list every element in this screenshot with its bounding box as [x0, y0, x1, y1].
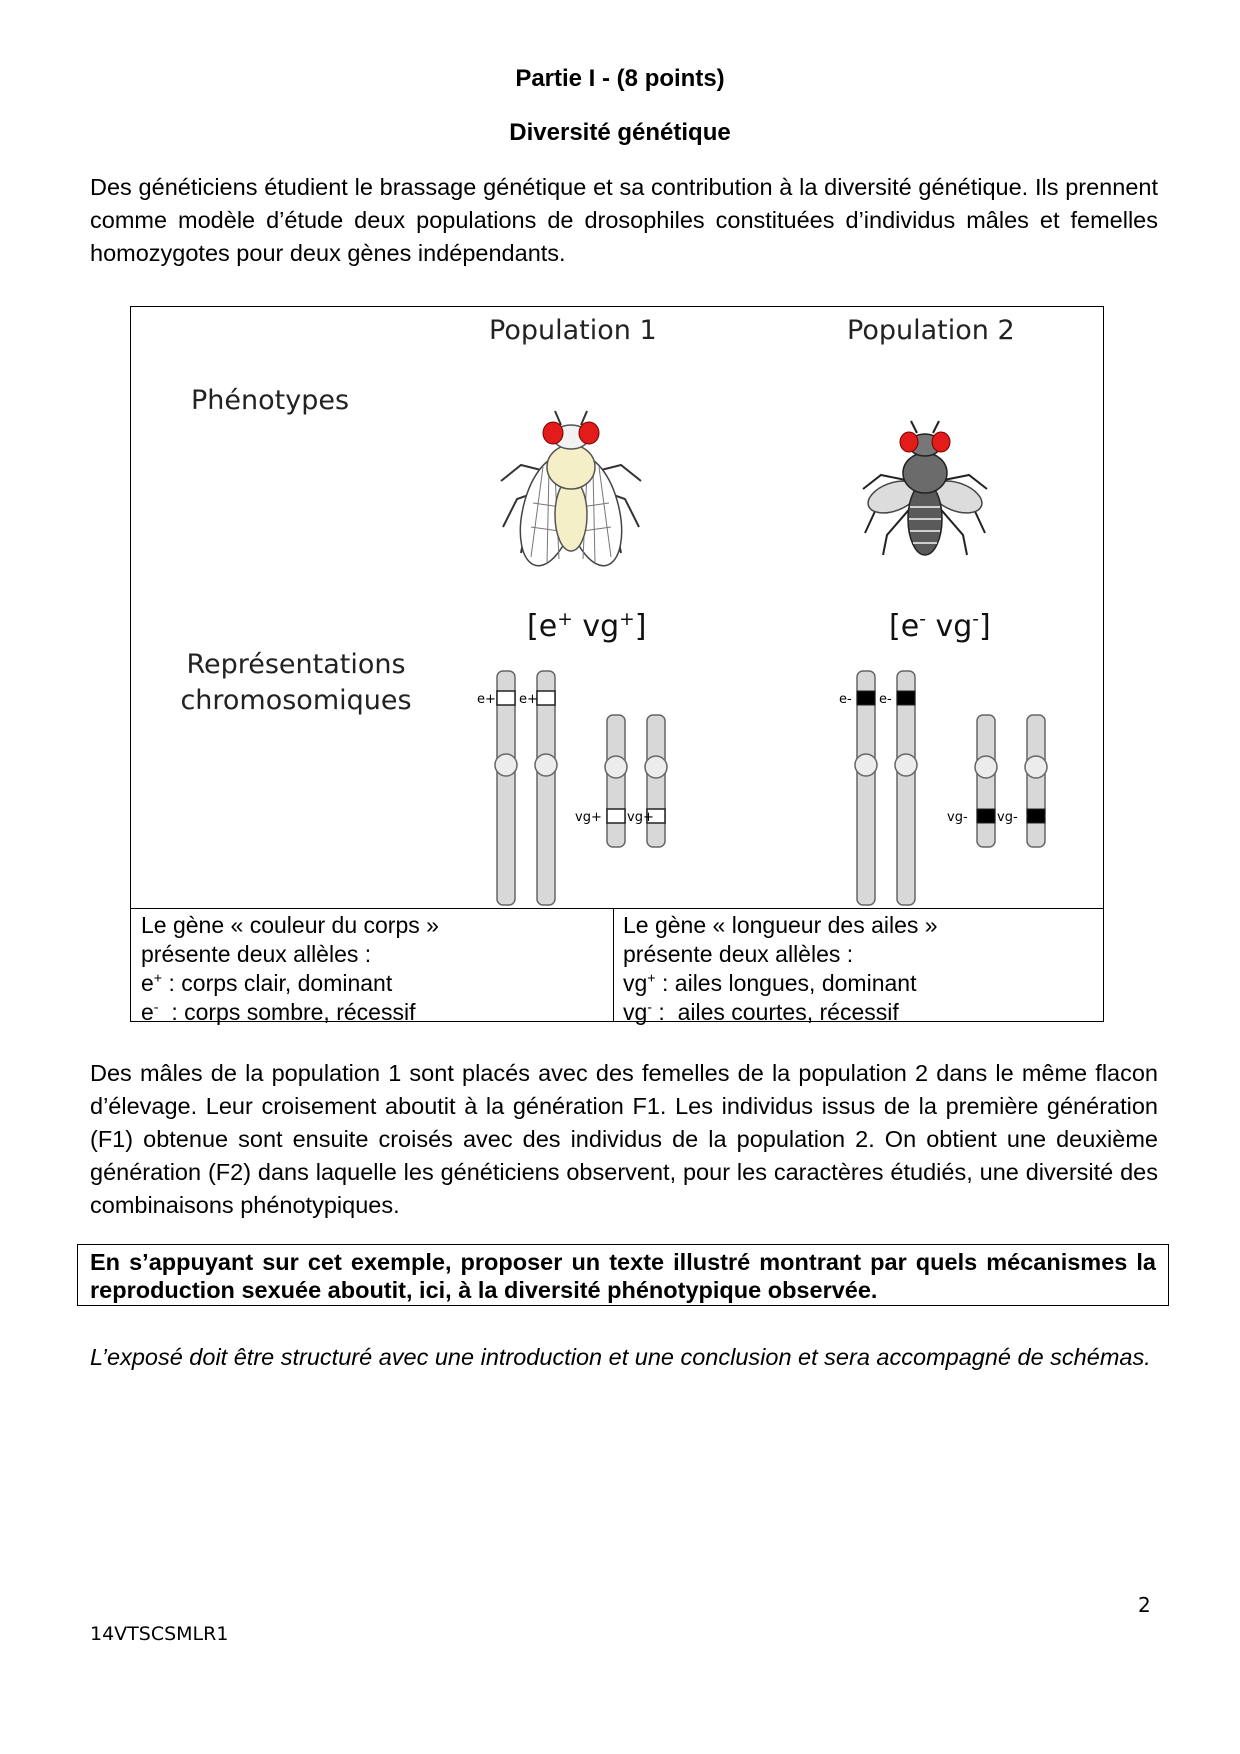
pop2-e-allele: e	[900, 609, 920, 644]
pop2-chromosome-long-1	[857, 671, 875, 905]
figure-divider	[131, 908, 1103, 909]
pop2-genotype: [e- vg-]	[889, 609, 991, 644]
gene-body-allele2	[141, 998, 439, 1027]
gene-wings-allele1	[623, 969, 938, 998]
gene-wing-length-cell	[623, 911, 938, 1027]
page-number: 2	[1138, 1593, 1151, 1617]
gene-body-line2: présente deux allèles :	[141, 941, 372, 967]
pop2-vg-label-1: vg-	[947, 810, 968, 825]
pop1-chromosome-short-1	[607, 715, 625, 847]
gene-wings-allele1-base: vg	[623, 970, 648, 996]
pop1-e-label-1: e+	[477, 692, 496, 707]
gene-body-line1: Le gène « couleur du corps »	[141, 912, 439, 938]
pop1-vg-allele: vg	[582, 609, 620, 644]
pop1-chromosomes	[471, 667, 691, 907]
gene-wings-allele2	[623, 998, 938, 1027]
gene-wings-line1: Le gène « longueur des ailes »	[623, 912, 938, 938]
intro-paragraph: Des généticiens étudient le brassage génétique et sa contribution à la diversité génétique. Ils prennent comme modèle d’étude deux populations de drosophiles constituées d’individus mâles et femelles homozygotes pour deux gènes indépendants.	[90, 174, 1158, 266]
pop2-chromosomes	[831, 667, 1071, 907]
gene-body-allele2-sup: -	[153, 999, 159, 1016]
figure-column-divider	[613, 908, 614, 1021]
pop1-vg-label-1: vg+	[575, 810, 602, 825]
chromosome-representations-label	[161, 647, 431, 719]
gene-body-allele2-base: e	[141, 999, 154, 1025]
gene-body-allele1-text: : corps clair, dominant	[162, 970, 393, 996]
pop2-e-sup: -	[919, 609, 926, 630]
genetics-figure	[130, 306, 1104, 1025]
subject-title: Diversité génétique	[509, 119, 731, 146]
gene-wings-allele1-text: : ailes longues, dominant	[655, 970, 917, 996]
pop2-vg-allele: vg	[935, 609, 973, 644]
pop1-chromosome-long-2	[537, 671, 555, 905]
document-code: 14VTSCSMLR1	[90, 1623, 229, 1645]
phenotypes-label: Phénotypes	[191, 385, 350, 416]
part-title: Partie I - (8 points)	[515, 65, 725, 92]
pop2-e-label-2: e-	[879, 692, 892, 707]
pop2-vg-sup: -	[972, 609, 979, 630]
pop1-genotype: [e+ vg+]	[527, 609, 647, 644]
gene-body-allele1-sup: +	[153, 970, 163, 987]
pop2-vg-label-2: vg-	[997, 810, 1018, 825]
gene-wings-allele1-sup: +	[647, 970, 656, 987]
cross-paragraph: Des mâles de la population 1 sont placés avec des femelles de la population 2 dans le même flacon d’élevage. Leur croisement aboutit à la génération F1. Les individus issus de la première génération (F1) obtenue sont ensuite croisés avec des individus de la population 2. On obtient une deuxième génération (F2) dans laquelle les généticiens observent, pour les caractères étudiés, une diversité des combinaisons phénotypiques.	[90, 1060, 1158, 1218]
gene-body-allele1-base: e	[141, 970, 154, 996]
gene-body-allele2-text: : corps sombre, récessif	[158, 999, 416, 1025]
pop2-e-label-1: e-	[839, 692, 852, 707]
population1-title: Population 1	[489, 315, 657, 346]
pop1-chromosome-short-2	[647, 715, 665, 847]
pop1-vg-label-2: vg+	[627, 810, 654, 825]
gene-wings-allele2-base: vg	[623, 999, 648, 1025]
gene-wings-line2: présente deux allèles :	[623, 941, 854, 967]
gene-wings-allele2-text: : ailes courtes, récessif	[652, 999, 899, 1025]
gene-wings-allele2-sup: -	[647, 999, 653, 1016]
pop1-chromosome-long-1	[497, 671, 515, 905]
fly-dark-body-short-wings-icon	[855, 417, 995, 567]
task-box: En s’appuyant sur cet exemple, proposer un texte illustré montrant par quels mécanismes la reproduction sexuée aboutit, ici, à la diversité phénotypique observée.	[77, 1244, 1169, 1306]
pop1-e-sup: +	[557, 609, 573, 630]
pop2-chromosome-long-2	[897, 671, 915, 905]
chromosome-label-line2: chromosomiques	[180, 685, 412, 716]
gene-body-color-cell	[141, 911, 439, 1027]
gene-body-allele1	[141, 969, 439, 998]
pop1-vg-sup: +	[619, 609, 635, 630]
fly-light-body-long-wings-icon	[491, 403, 651, 573]
instructions-paragraph: L’exposé doit être structuré avec une introduction et une conclusion et sera accompagné de schémas.	[90, 1344, 1151, 1370]
pop1-e-label-2: e+	[519, 692, 538, 707]
chromosome-label-line1: Représentations	[186, 649, 406, 680]
pop2-chromosome-short-1	[977, 715, 995, 847]
pop2-chromosome-short-2	[1027, 715, 1045, 847]
population2-title: Population 2	[847, 315, 1015, 346]
pop1-e-allele: e	[538, 609, 558, 644]
